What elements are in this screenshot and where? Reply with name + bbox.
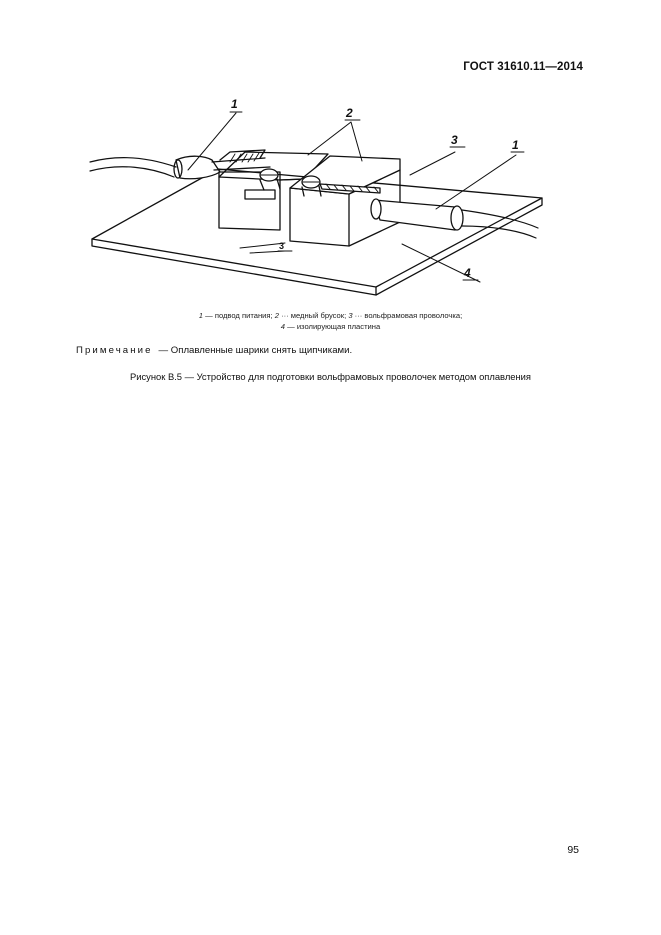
- figure-legend: [0, 310, 661, 332]
- callout-3-bottom: 3: [279, 241, 285, 251]
- legend-text-1: — подвод питания;: [203, 311, 275, 320]
- legend-text-3: ··· вольфрамовая проволочка;: [352, 311, 463, 320]
- page-number: 95: [567, 844, 579, 856]
- note-label: Примечание: [76, 345, 153, 356]
- callout-1-right: 1: [512, 138, 519, 152]
- callout-1-left: 1: [231, 97, 238, 111]
- legend-num-4: 4: [280, 322, 285, 331]
- legend-line-1: [0, 310, 661, 321]
- callout-3-top: 3: [451, 133, 458, 147]
- legend-num-1: 1: [198, 311, 204, 320]
- note-text: — Оплавленные шарики снять щипчиками.: [158, 345, 353, 356]
- figure-caption: Рисунок В.5 — Устройство для подготовки вольфрамовых проволочек методом оплавления: [129, 371, 531, 382]
- left-copper-block: [219, 177, 280, 230]
- legend-num-2: 2: [274, 311, 279, 320]
- device-drawing: [80, 92, 560, 307]
- callout-4: 4: [464, 266, 471, 280]
- left-cable: [90, 158, 176, 167]
- document-code: ГОСТ 31610.11—2014: [463, 61, 583, 73]
- legend-num-3: 3: [348, 311, 353, 320]
- note: [76, 345, 352, 356]
- right-copper-block: [290, 188, 349, 246]
- legend-text-2: ··· медный брусок;: [278, 311, 349, 320]
- legend-line-2: [0, 321, 661, 332]
- legend-text-4: — изолирующая пластина: [285, 322, 381, 331]
- callout-2: 2: [346, 106, 353, 120]
